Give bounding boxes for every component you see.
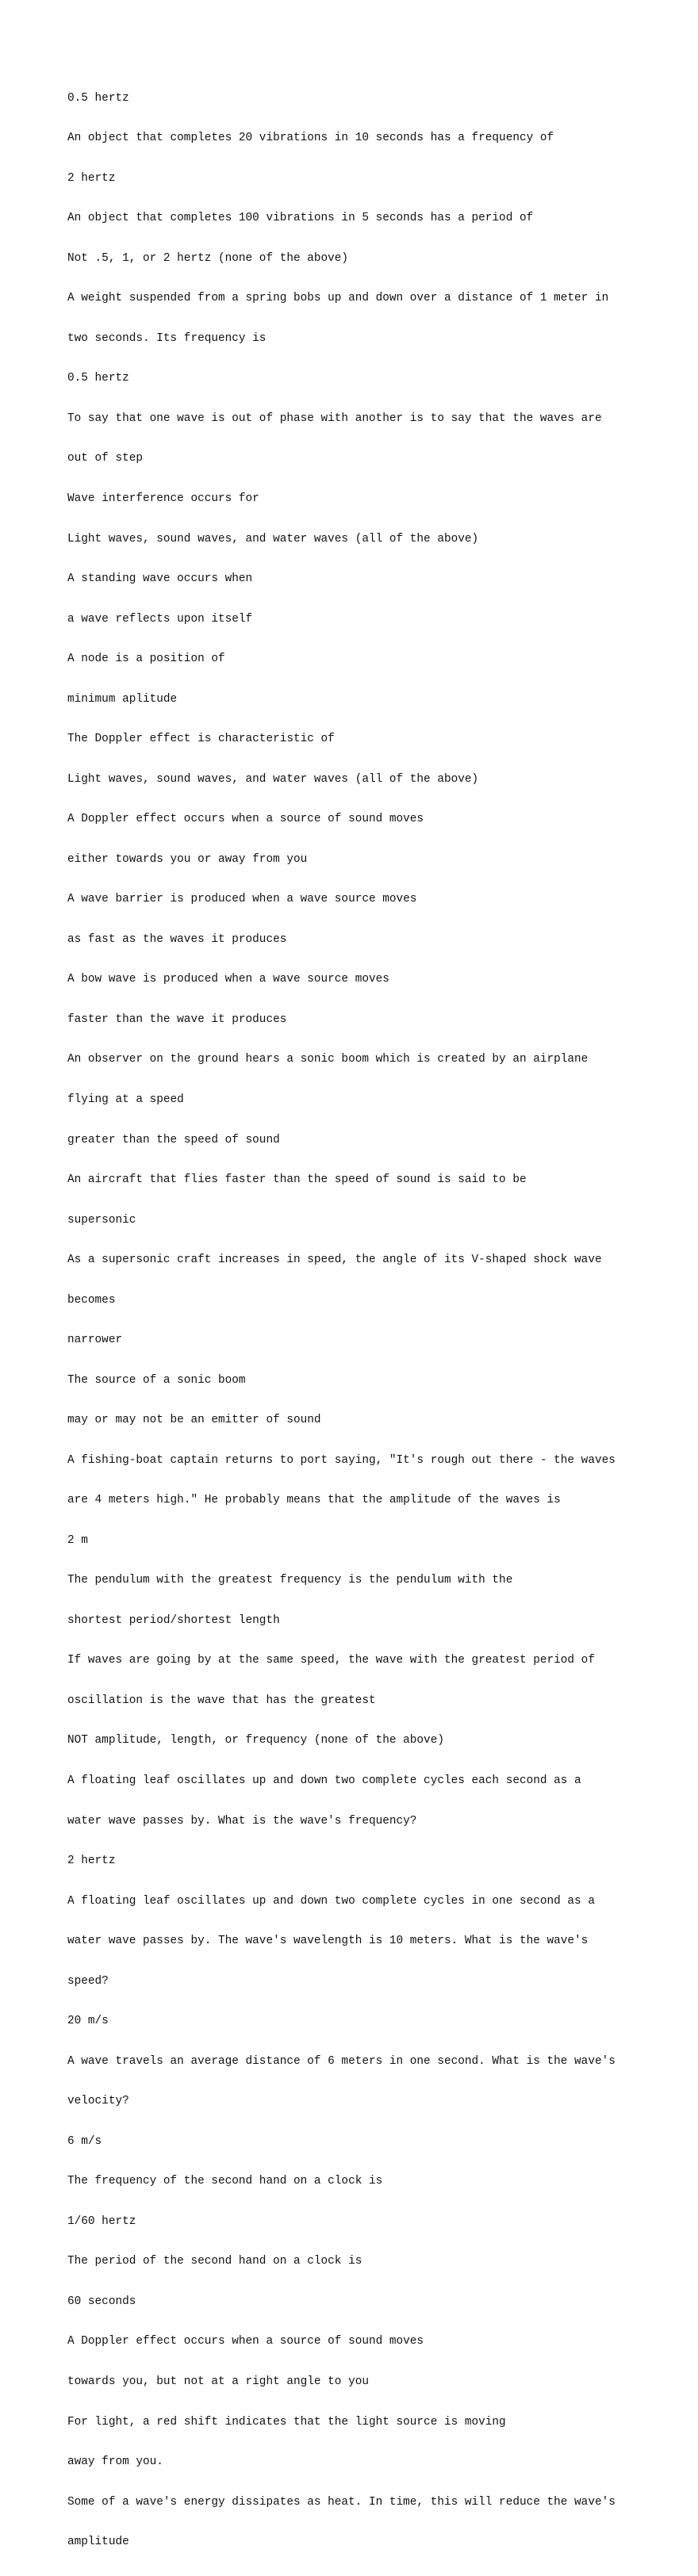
text-line: shortest period/shortest length [67,1613,280,1627]
text-line: If waves are going by at the same speed, the wave with the greatest period of [67,1654,595,1667]
text-line: Some of a wave's energy dissipates as heat. In time, this will reduce the wave's [67,2495,616,2509]
text-line: 2 hertz [67,1854,116,1868]
text-line: may or may not be an emitter of sound [67,1414,321,1427]
text-line: flying at a speed [67,1093,184,1106]
text-line: A standing wave occurs when [67,572,253,586]
text-line: 2 hertz [67,171,116,185]
text-line: The period of the second hand on a clock is [67,2255,362,2268]
text-line: supersonic [67,1213,136,1227]
text-line: To say that one wave is out of phase with another is to say that the waves are [67,411,602,425]
text-line: water wave passes by. What is the wave's frequency? [67,1814,417,1828]
text-line: away from you. [67,2455,163,2469]
text-line: becomes [67,1293,116,1307]
text-line: amplitude [67,2536,129,2549]
text-line: 60 seconds [67,2295,136,2308]
text-line: A fishing-boat captain returns to port saying, "It's rough out there - the waves [67,1453,616,1467]
text-line: 6 m/s [67,2134,102,2148]
text-line: minimum aplitude [67,692,178,706]
text-line: NOT amplitude, length, or frequency (none of the above) [67,1734,444,1747]
text-line: a wave reflects upon itself [67,612,253,626]
text-line: 1/60 hertz [67,2214,136,2228]
text-line: An object that completes 100 vibrations in 5 seconds has a period of [67,212,534,225]
text-line: towards you, but not at a right angle to you [67,2375,369,2388]
text-line: A floating leaf oscillates up and down two complete cycles each second as a [67,1774,581,1787]
text-line: Light waves, sound waves, and water waves (all of the above) [67,772,479,786]
text-line: narrower [67,1334,123,1347]
text-line: A wave barrier is produced when a wave source moves [67,893,417,906]
text-line: A floating leaf oscillates up and down two complete cycles in one second as a [67,1894,595,1908]
text-line: greater than the speed of sound [67,1133,280,1146]
text-line: two seconds. Its frequency is [67,331,267,345]
text-line: Light waves, sound waves, and water waves (all of the above) [67,532,479,545]
text-line: A wave travels an average distance of 6 meters in one second. What is the wave's [67,2054,616,2068]
text-line: as fast as the waves it produces [67,932,287,946]
text-line: The frequency of the second hand on a clock is [67,2175,383,2188]
text-line: A Doppler effect occurs when a source of sound moves [67,813,424,826]
text-line: 20 m/s [67,2015,109,2028]
text-line: faster than the wave it produces [67,1012,287,1026]
text-line: An aircraft that flies faster than the speed of sound is said to be [67,1173,527,1187]
text-line: For light, a red shift indicates that the light source is moving [67,2415,506,2429]
text-line: speed? [67,1974,109,1988]
text-line: The Doppler effect is characteristic of [67,733,335,746]
text-line: An object that completes 20 vibrations in 10 seconds has a frequency of [67,132,554,145]
text-line: As a supersonic craft increases in speed, the angle of its V-shaped shock wave [67,1254,602,1267]
text-line: A weight suspended from a spring bobs up and down over a distance of 1 meter in [67,292,609,305]
text-line: A node is a position of [67,653,225,666]
text-line: velocity? [67,2095,129,2108]
text-line: The source of a sonic boom [67,1373,246,1387]
text-line: either towards you or away from you [67,852,308,866]
text-line: out of step [67,452,143,465]
text-line: 0.5 hertz [67,91,129,105]
text-line: 2 m [67,1533,88,1547]
text-line: are 4 meters high." He probably means that the amplitude of the waves is [67,1494,561,1507]
text-line: water wave passes by. The wave's wavelength is 10 meters. What is the wave's [67,1935,589,1948]
text-line: 0.5 hertz [67,372,129,385]
text-line: Wave interference occurs for [67,492,259,505]
text-line: The pendulum with the greatest frequency is the pendulum with the [67,1574,513,1587]
text-line: An observer on the ground hears a sonic boom which is created by an airplane [67,1053,589,1066]
text-line: oscillation is the wave that has the greatest [67,1694,376,1707]
quiz-text-block [67,65,670,2576]
text-line: A Doppler effect occurs when a source of sound moves [67,2335,424,2348]
text-line: Not .5, 1, or 2 hertz (none of the above) [67,251,349,265]
text-line: A bow wave is produced when a wave source moves [67,973,389,986]
